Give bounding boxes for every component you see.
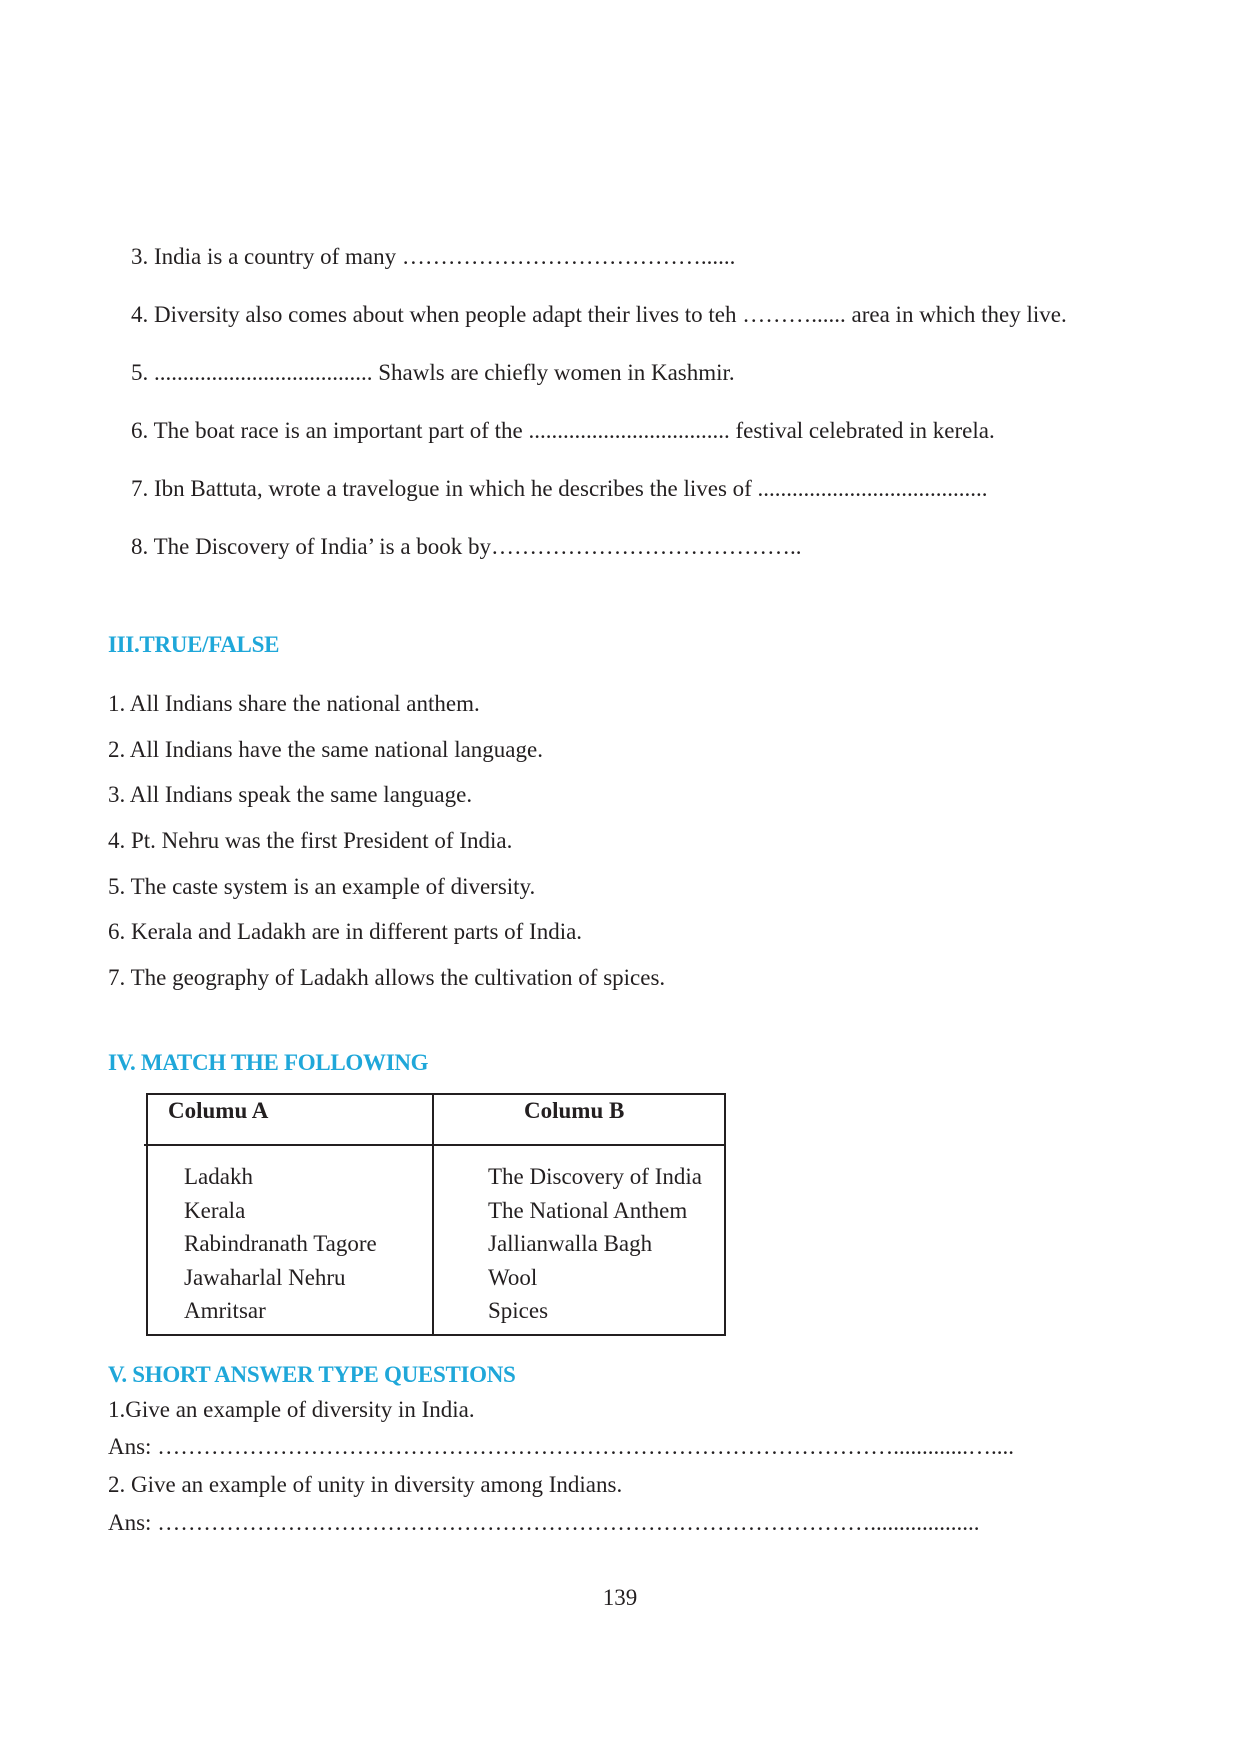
true-false-item: 2. All Indians have the same national language. bbox=[108, 736, 543, 762]
fill-blank-item: 4. Diversity also comes about when people adapt their lives to teh ………...... area in which they live. bbox=[131, 302, 1067, 327]
column-a-cell: Rabindranath Tagore bbox=[184, 1231, 377, 1257]
column-b-cell: Jallianwalla Bagh bbox=[488, 1231, 653, 1257]
column-a-cell: Amritsar bbox=[184, 1298, 266, 1324]
short-answer-heading: V. SHORT ANSWER TYPE QUESTIONS bbox=[108, 1362, 516, 1387]
true-false-item: 6. Kerala and Ladakh are in different parts of India. bbox=[108, 919, 583, 945]
short-answer-line: Ans: …………………………………………………………………………………................... bbox=[108, 1510, 980, 1535]
column-b-cell: The National Anthem bbox=[488, 1197, 688, 1223]
true-false-item: 1. All Indians share the national anthem. bbox=[108, 691, 480, 716]
column-a-header: Columu A bbox=[168, 1098, 269, 1123]
true-false-item: 3. All Indians speak the same language. bbox=[108, 782, 473, 808]
true-false-item: 5. The caste system is an example of diversity. bbox=[108, 873, 536, 899]
column-a-cell: Ladakh bbox=[184, 1164, 253, 1189]
fill-blank-item: 5. ...................................... Shawls are chiefly women in Kashmir. bbox=[131, 360, 735, 385]
column-b-header: Columu B bbox=[524, 1098, 625, 1123]
column-b-list bbox=[488, 1160, 702, 1328]
short-answer-line: Ans: …………………………………………………………………………………….............….... bbox=[108, 1434, 1014, 1459]
short-answer-question: 2. Give an example of unity in diversity among Indians. bbox=[108, 1472, 623, 1497]
column-a-cell: Kerala bbox=[184, 1197, 246, 1223]
page-number: 139 bbox=[602, 1585, 638, 1610]
short-answer-question: 1.Give an example of diversity in India. bbox=[108, 1397, 475, 1422]
fill-blank-item: 6. The boat race is an important part of the ................................... festival celebrated in kerela. bbox=[131, 418, 995, 443]
true-false-item: 7. The geography of Ladakh allows the cultivation of spices. bbox=[108, 965, 666, 991]
match-heading: IV. MATCH THE FOLLOWING bbox=[108, 1050, 429, 1075]
header-divider bbox=[144, 1144, 724, 1146]
column-divider bbox=[432, 1095, 434, 1334]
fill-blank-item: 3. India is a country of many …………………………………...... bbox=[131, 244, 736, 269]
true-false-list bbox=[108, 686, 1008, 1006]
fill-blank-item: 7. Ibn Battuta, wrote a travelogue in which he describes the lives of ........................................ bbox=[131, 476, 988, 501]
true-false-item: 4. Pt. Nehru was the first President of India. bbox=[108, 828, 513, 854]
column-b-cell: The Discovery of India bbox=[488, 1164, 702, 1189]
column-b-cell: Spices bbox=[488, 1298, 549, 1324]
column-a-list bbox=[184, 1160, 377, 1328]
fill-blank-item: 8. The Discovery of India’ is a book by………………………………….. bbox=[131, 534, 802, 559]
column-b-cell: Wool bbox=[488, 1264, 538, 1290]
match-table bbox=[146, 1093, 726, 1336]
column-a-cell: Jawaharlal Nehru bbox=[184, 1264, 346, 1290]
true-false-heading: III.TRUE/FALSE bbox=[108, 632, 280, 657]
fill-in-the-blanks-list bbox=[131, 238, 1111, 586]
